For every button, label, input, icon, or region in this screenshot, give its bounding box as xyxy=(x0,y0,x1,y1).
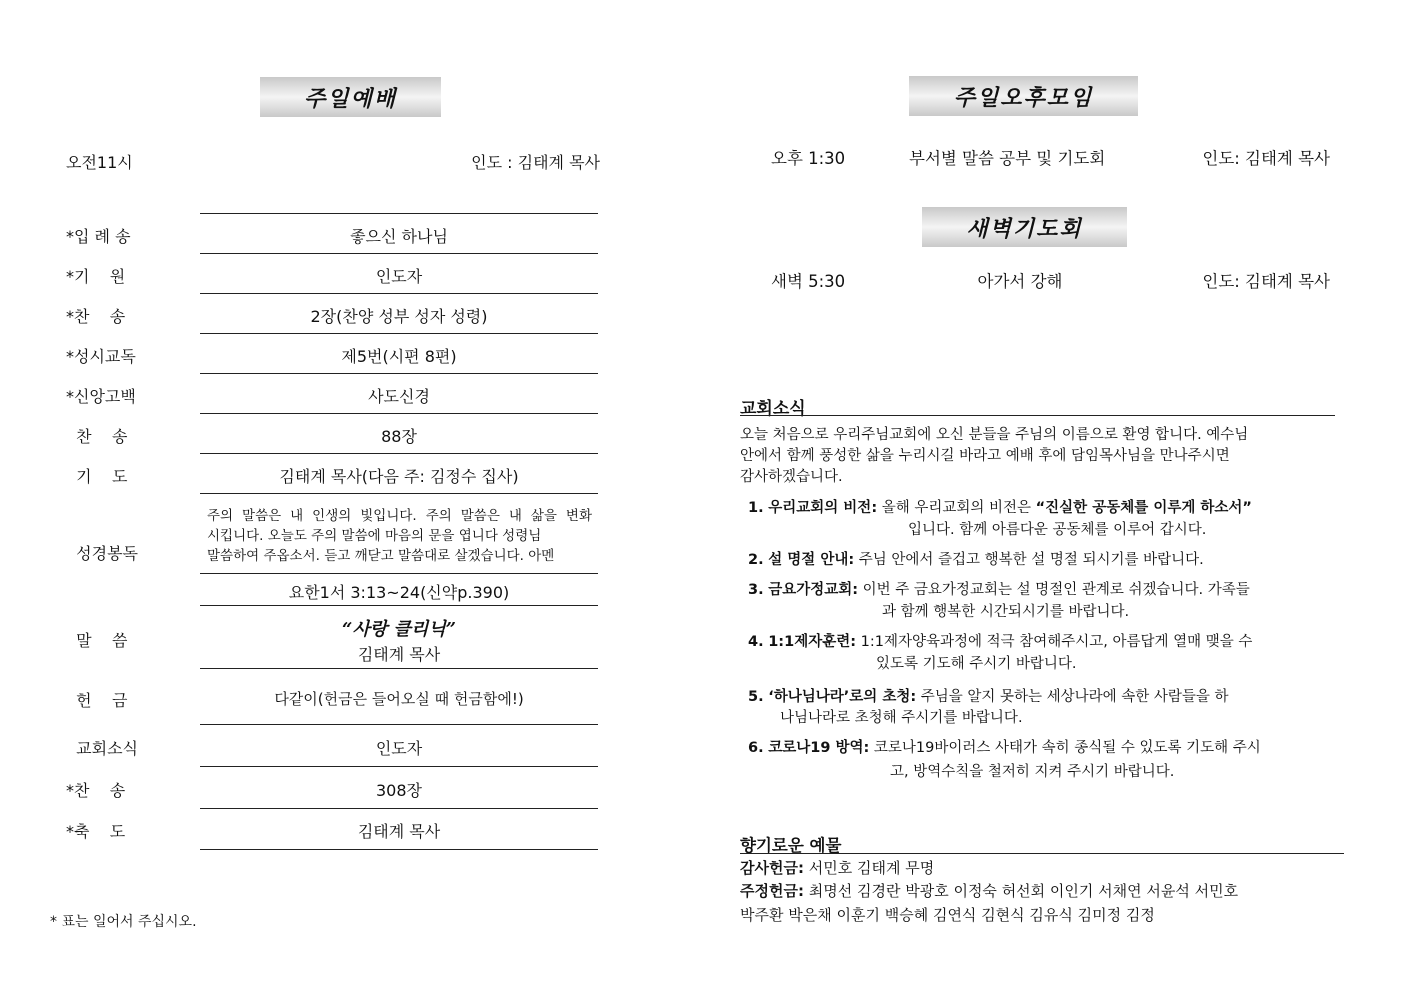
order-value: 제5번(시편 8편) xyxy=(341,347,457,366)
news-item-number: 3. xyxy=(748,582,764,598)
order-value: 88장 xyxy=(381,427,417,446)
news-rule xyxy=(740,415,1335,416)
order-value: 인도자 xyxy=(375,267,423,286)
news-item-cont: 고, 방역수칙을 철저히 지켜 주시기 바랍니다. xyxy=(890,764,1175,780)
order-value: 다같이(헌금은 들어오실 때 헌금함에!) xyxy=(274,690,524,708)
dawn-title xyxy=(922,207,1127,247)
news-item-cont: 있도록 기도해 주시기 바랍니다. xyxy=(876,656,1077,672)
table-line xyxy=(200,808,598,809)
table-line xyxy=(200,453,598,454)
news-item-text: 주님을 알지 못하는 세상나라에 속한 사람들을 하 xyxy=(916,689,1229,705)
news-item-text: 1:1제자양육과정에 적극 참여해주시고, 아름답게 열매 맺을 수 xyxy=(856,634,1253,650)
news-item-number: 2. xyxy=(748,552,764,568)
news-item-title: 설 명절 안내: xyxy=(768,552,855,568)
order-label: *찬 송 xyxy=(66,781,126,800)
news-item-title: 금요가정교회: xyxy=(768,582,859,598)
order-label: *찬 송 xyxy=(66,307,126,326)
order-label: 기 도 xyxy=(66,467,128,486)
order-value: 2장(찬양 성부 성자 성령) xyxy=(310,307,488,326)
news-item xyxy=(748,549,1204,571)
order-label: 헌 금 xyxy=(66,691,128,710)
tithe-offering xyxy=(740,880,1238,903)
table-line xyxy=(200,766,598,767)
sermon-preacher: 김태계 목사 xyxy=(357,645,441,664)
order-label: *입 례 송 xyxy=(66,227,131,246)
order-label: 교회소식 xyxy=(66,739,138,758)
news-item xyxy=(748,497,1252,519)
table-line xyxy=(200,413,598,414)
news-item-number: 4. xyxy=(748,634,764,650)
order-value: 좋으신 하나님 xyxy=(350,227,448,246)
table-line xyxy=(200,849,598,850)
news-item-title: 1:1제자훈련: xyxy=(768,634,857,650)
afternoon-title-text: 주일오후모임 xyxy=(953,84,1094,111)
news-item xyxy=(748,631,1252,653)
table-line xyxy=(200,373,598,374)
news-item-text: 이번 주 금요가정교회는 설 명절인 관계로 쉬겠습니다. 가족들 xyxy=(858,582,1250,598)
thanks-label: 감사헌금: xyxy=(740,859,804,877)
sermon-label: 말 씀 xyxy=(66,631,128,650)
news-item-title: 우리교회의 비전: xyxy=(768,500,878,516)
worship-leader: 인도 : 김태계 목사 xyxy=(471,153,600,172)
table-line xyxy=(200,293,598,294)
prayer-line: 시킵니다. 오늘도 주의 말씀에 마음의 문을 엽니다 성령님 xyxy=(207,528,542,544)
table-line xyxy=(200,573,598,574)
news-item xyxy=(748,579,1250,601)
bible-label: 성경봉독 xyxy=(66,544,138,563)
tithe-label: 주정헌금: xyxy=(740,882,804,900)
news-item-emphasis: “진실한 공동체를 이루게 하소서” xyxy=(1035,500,1252,516)
order-value: 김태계 목사 xyxy=(357,822,441,841)
worship-time: 오전11시 xyxy=(66,153,133,172)
news-item-number: 6. xyxy=(748,740,764,756)
standing-footnote: * 표는 일어서 주십시오. xyxy=(50,914,197,930)
news-item-text: 올해 우리교회의 비전은 xyxy=(877,500,1036,516)
news-intro-line: 안에서 함께 풍성한 삶을 누리시길 바라고 예배 후에 담임목사님을 만나주시면 xyxy=(740,448,1230,464)
table-line xyxy=(200,493,598,494)
dawn-title-text: 새벽기도회 xyxy=(966,215,1083,242)
news-item-cont: 과 함께 행복한 시간되시기를 바랍니다. xyxy=(882,604,1130,620)
news-item-text: 코로나19바이러스 사태가 속히 종식될 수 있도록 기도해 주시 xyxy=(869,740,1261,756)
prayer-line: 말씀하여 주옵소서. 듣고 깨닫고 말씀대로 살겠습니다. 아멘 xyxy=(207,548,555,564)
worship-title-text: 주일예배 xyxy=(303,85,397,112)
order-value: 인도자 xyxy=(375,739,423,758)
news-item-text: 주님 안에서 즐겁고 행복한 설 명절 되시기를 바랍니다. xyxy=(854,552,1204,568)
news-item-number: 5. xyxy=(748,689,764,705)
news-intro-line: 감사하겠습니다. xyxy=(740,469,843,485)
order-value: 사도신경 xyxy=(368,387,430,406)
news-heading: 교회소식 xyxy=(740,399,806,419)
afternoon-title xyxy=(909,76,1138,116)
news-intro-line: 오늘 처음으로 우리주님교회에 오신 분들을 주님의 이름으로 환영 합니다. 예수님 xyxy=(740,427,1249,443)
table-line xyxy=(200,333,598,334)
table-line xyxy=(200,668,598,669)
news-item-number: 1. xyxy=(748,500,764,516)
news-item xyxy=(748,686,1229,708)
news-item-cont: 나님나라로 초청해 주시기를 바랍니다. xyxy=(780,710,1023,726)
sermon-title: “사랑 클리닉” xyxy=(342,619,456,640)
table-line xyxy=(200,253,598,254)
offering-rule xyxy=(740,853,1344,854)
order-label: 찬 송 xyxy=(66,427,128,446)
thanks-offering xyxy=(740,857,934,880)
worship-title xyxy=(260,77,441,117)
news-item-title: 코로나19 방역: xyxy=(768,740,870,756)
order-label: *기 원 xyxy=(66,267,126,286)
table-line xyxy=(200,213,598,214)
table-line xyxy=(200,605,598,606)
tithe-names-cont: 박주환 박은채 이훈기 백승혜 김연식 김현식 김유식 김미정 김정 xyxy=(740,906,1155,924)
tithe-names: 최명선 김경란 박광호 이정숙 허선회 이인기 서채연 서윤석 서민호 xyxy=(803,882,1239,900)
afternoon-time: 오후 1:30 xyxy=(771,149,846,168)
table-line xyxy=(200,724,598,725)
bible-passage: 요한1서 3:13~24(신약p.390) xyxy=(288,583,510,602)
dawn-time: 새벽 5:30 xyxy=(771,272,846,291)
prayer-line: 주의 말씀은 내 인생의 빛입니다. 주의 말씀은 내 삶을 변화 xyxy=(207,508,592,524)
afternoon-leader: 인도: 김태계 목사 xyxy=(1202,149,1330,168)
order-label: *신앙고백 xyxy=(66,387,136,406)
order-value: 김태계 목사(다음 주: 김정수 집사) xyxy=(279,467,519,486)
news-item-cont: 입니다. 함께 아름다운 공동체를 이루어 갑시다. xyxy=(908,522,1207,538)
dawn-content: 아가서 강해 xyxy=(977,272,1063,291)
news-item xyxy=(748,737,1261,759)
afternoon-content: 부서별 말씀 공부 및 기도회 xyxy=(909,149,1106,168)
thanks-names: 서민호 김태계 무명 xyxy=(803,859,935,877)
order-label: *축 도 xyxy=(66,822,126,841)
news-item-title: ‘하나님나라’로의 초청: xyxy=(768,689,917,705)
order-label: *성시교독 xyxy=(66,347,136,366)
dawn-leader: 인도: 김태계 목사 xyxy=(1202,272,1330,291)
offering-heading: 향기로운 예물 xyxy=(740,836,842,855)
order-value: 308장 xyxy=(376,781,422,800)
